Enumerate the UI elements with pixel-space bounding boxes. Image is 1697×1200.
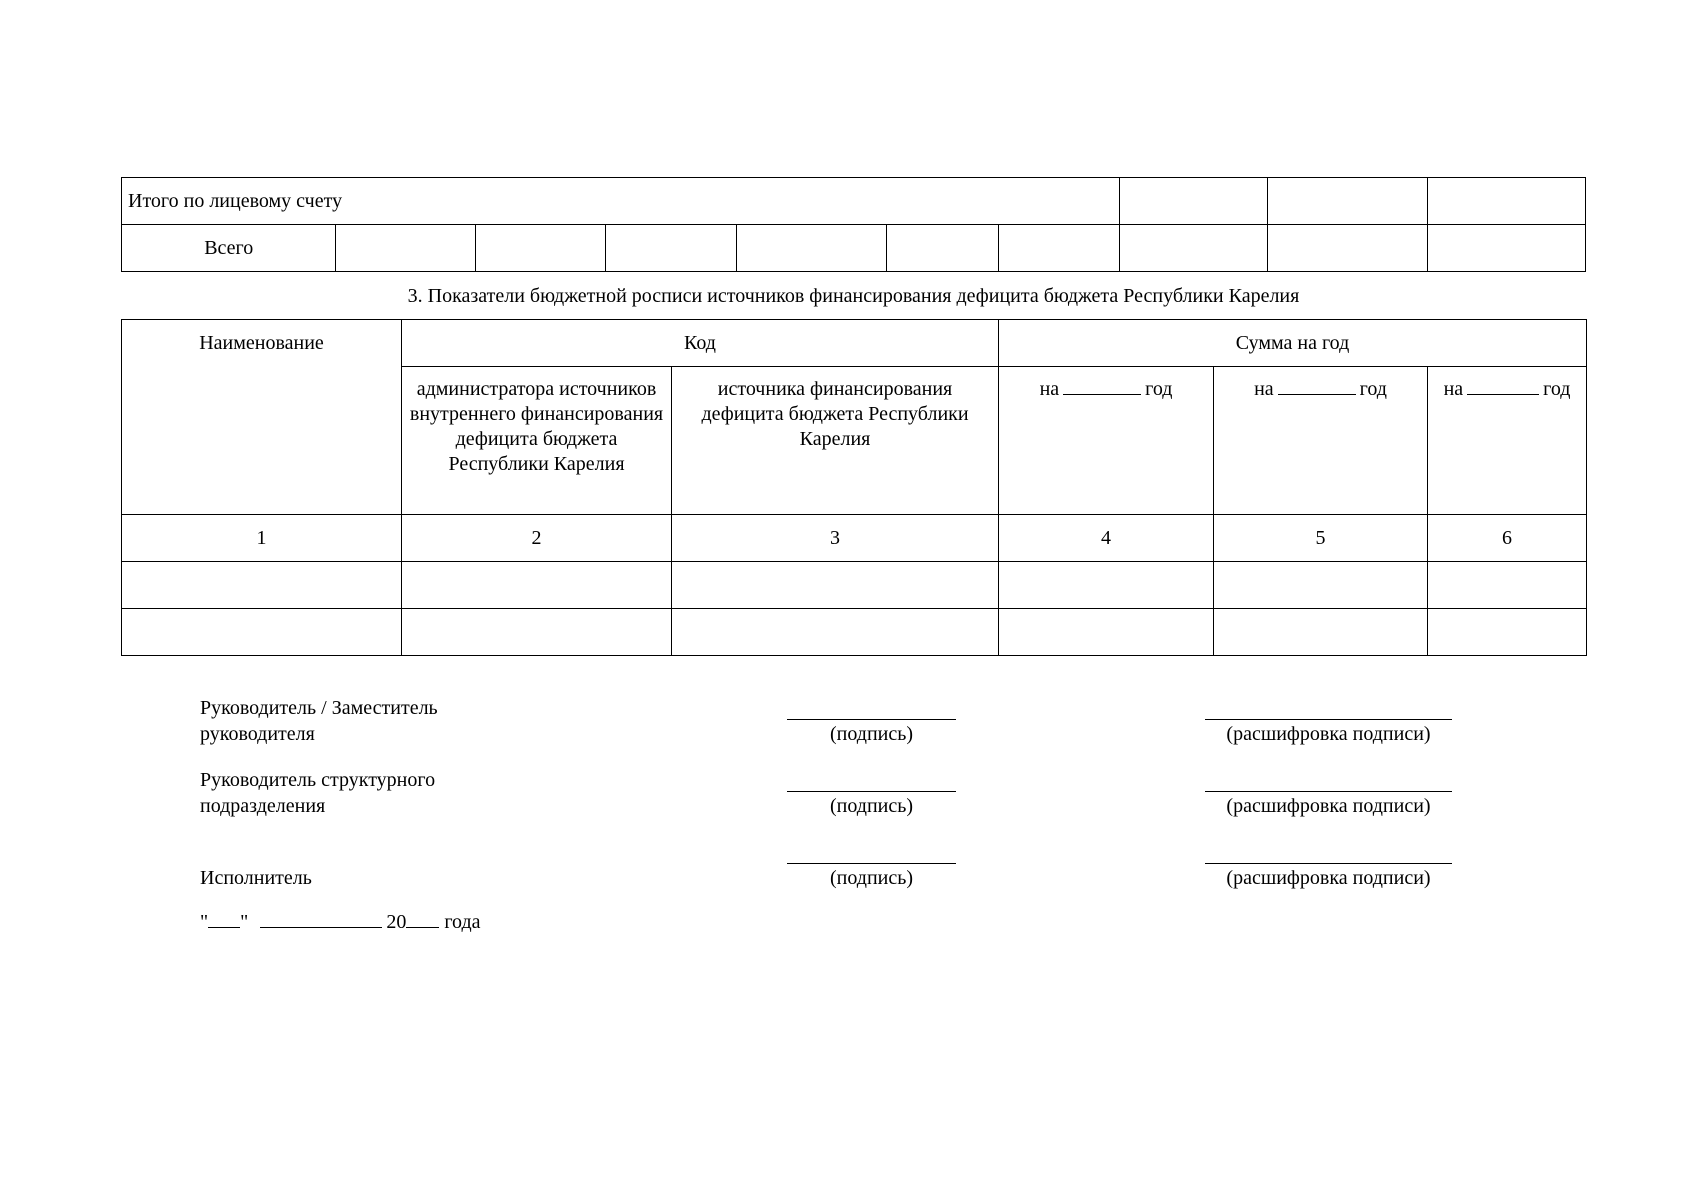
summary-cell <box>1119 178 1267 225</box>
summary-cell <box>1427 178 1585 225</box>
table-row <box>122 562 1587 609</box>
summary-cell <box>1119 225 1267 272</box>
year-suffix: год <box>1543 378 1571 400</box>
table-cell <box>1428 609 1587 656</box>
subheader-year-3 <box>1428 367 1587 515</box>
subheader-source: источника финансирования дефицита бюджета Республики Карелия <box>672 367 999 515</box>
table-row <box>122 609 1587 656</box>
summary-row-total <box>122 225 1586 272</box>
budget-sources-table <box>121 319 1587 656</box>
summary-table <box>121 177 1586 272</box>
table-cell <box>1214 609 1428 656</box>
executor-decoding-line <box>1205 863 1452 864</box>
summary-cell <box>336 225 475 272</box>
summary-cell <box>605 225 736 272</box>
executor-decoding-caption: (расшифровка подписи) <box>1226 867 1431 889</box>
header-name: Наименование <box>122 320 402 515</box>
struct-label-line2: подразделения <box>200 795 326 817</box>
head-label-line1: Руководитель / Заместитель <box>200 697 438 719</box>
summary-row-account-total <box>122 178 1586 225</box>
summary-cell <box>1268 225 1427 272</box>
date-century: 20 <box>386 911 407 933</box>
column-number: 2 <box>402 515 672 562</box>
column-number: 1 <box>122 515 402 562</box>
year-blank <box>406 909 439 928</box>
year-blank <box>1467 378 1539 395</box>
struct-decoding-caption: (расшифровка подписи) <box>1226 795 1431 817</box>
column-number-row <box>122 515 1587 562</box>
day-blank <box>208 909 240 928</box>
table-cell <box>402 609 672 656</box>
table-cell <box>122 609 402 656</box>
head-signature-line <box>787 719 956 720</box>
table-cell <box>999 562 1214 609</box>
summary-cell <box>1268 178 1427 225</box>
year-suffix: год <box>1145 378 1173 400</box>
executor-signature-line <box>787 863 956 864</box>
column-number: 5 <box>1214 515 1428 562</box>
year-prefix: на <box>1039 378 1060 400</box>
header-sum: Сумма на год <box>999 320 1587 367</box>
subheader-admin: администратора источников внутреннего финансирования дефицита бюджета Республики Карелия <box>402 367 672 515</box>
year-blank <box>1278 378 1356 395</box>
table-cell <box>1214 562 1428 609</box>
table-cell <box>672 609 999 656</box>
summary-cell <box>1427 225 1585 272</box>
date-close-quote: " <box>240 911 249 933</box>
subheader-year-1 <box>999 367 1214 515</box>
head-decoding-line <box>1205 719 1452 720</box>
table-cell <box>1428 562 1587 609</box>
year-prefix: на <box>1254 378 1274 400</box>
year-blank <box>1063 378 1141 395</box>
executor-signature-caption: (подпись) <box>829 867 914 889</box>
summary-cell <box>886 225 998 272</box>
head-decoding-caption: (расшифровка подписи) <box>1226 723 1431 745</box>
month-blank <box>260 909 382 928</box>
table-cell <box>402 562 672 609</box>
struct-signature-line <box>787 791 956 792</box>
section-title: 3. Показатели бюджетной росписи источников финансирования дефицита бюджета Республики Карелия <box>407 285 1300 307</box>
header-row <box>122 320 1587 367</box>
column-number: 3 <box>672 515 999 562</box>
date-year-word: года <box>444 911 481 933</box>
date-line <box>200 909 481 935</box>
year-suffix: год <box>1359 378 1387 400</box>
summary-cell <box>475 225 605 272</box>
date-open-quote: " <box>200 911 209 933</box>
table-cell <box>122 562 402 609</box>
summary-cell <box>998 225 1119 272</box>
summary-cell <box>737 225 886 272</box>
struct-label-line1: Руководитель структурного <box>200 769 436 791</box>
head-label-line2: руководителя <box>200 723 315 745</box>
table-cell <box>672 562 999 609</box>
total-label: Всего <box>122 225 336 272</box>
table-cell <box>999 609 1214 656</box>
column-number: 4 <box>999 515 1214 562</box>
subheader-year-2 <box>1214 367 1428 515</box>
executor-label: Исполнитель <box>200 867 312 889</box>
year-prefix: на <box>1443 378 1464 400</box>
header-code: Код <box>402 320 999 367</box>
account-total-label: Итого по лицевому счету <box>122 178 1120 225</box>
struct-decoding-line <box>1205 791 1452 792</box>
head-signature-caption: (подпись) <box>829 723 914 745</box>
column-number: 6 <box>1428 515 1587 562</box>
struct-signature-caption: (подпись) <box>829 795 914 817</box>
